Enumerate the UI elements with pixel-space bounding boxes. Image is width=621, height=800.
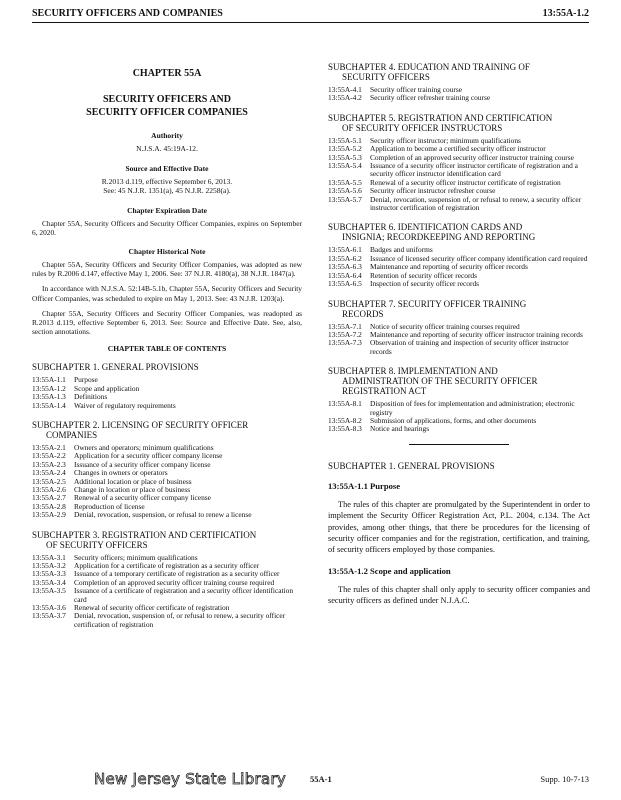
- toc-number: 13:55A-6.4: [328, 270, 362, 280]
- toc-number: 13:55A-3.4: [32, 577, 66, 587]
- toc-title: Purpose: [74, 375, 98, 385]
- toc-title: Maintenance and reporting of security officer instructor training records: [370, 329, 583, 339]
- subchapter-8-heading-cont: ADMINISTRATION OF THE SECURITY OFFICER: [342, 376, 538, 387]
- subchapter-1-heading: SUBCHAPTER 1. GENERAL PROVISIONS: [32, 362, 199, 373]
- toc-title: Denial, revocation, suspension, or refusal to renew a license: [74, 510, 252, 520]
- toc-title: Inspection of security officer records: [370, 279, 480, 289]
- toc-number: 13:55A-7.1: [328, 321, 362, 331]
- history-paragraph-1: Chapter 55A, Security Officers and Security Officer Companies, was adopted as new rules by R.2006 d.147, effective May 1, 2006. See: 37 N.J.R. 4180(a), 38 N.J.R. 1847(a).: [32, 259, 302, 279]
- toc-row: [328, 425, 590, 433]
- toc-title: Disposition of fees for implementation and administration; electronic registry: [370, 399, 575, 417]
- running-head-title: SECURITY OFFICERS AND COMPANIES: [32, 8, 223, 19]
- toc-number: 13:55A-4.2: [328, 93, 362, 103]
- toc-number: 13:55A-3.5: [32, 586, 66, 596]
- toc-title: Issuance of licensed security officer company identification card required: [370, 253, 588, 263]
- toc-number: 13:55A-2.6: [32, 484, 66, 494]
- toc-number: 13:55A-5.6: [328, 186, 362, 196]
- section-1-2-heading: 13:55A-1.2 Scope and application: [328, 565, 451, 576]
- subchapter-1-list: [32, 376, 302, 410]
- source-text: [32, 177, 302, 196]
- section-1-1-heading: 13:55A-1.1 Purpose: [328, 480, 401, 491]
- toc-title: Issuance of a temporary certificate of registration as a security officer: [74, 569, 280, 579]
- toc-row: [32, 385, 302, 393]
- subchapter-4-heading-cont: SECURITY OFFICERS: [342, 72, 430, 82]
- history-paragraph-2: In accordance with N.J.S.A. 52:14B-5.1b, Chapter 55A, Security Officers and Security Officer Companies, was scheduled to expire on May 1, 2013. See: 43 N.J.R. 1203(a).: [32, 284, 302, 303]
- toc-title: Retention of security officer records: [370, 270, 477, 280]
- toc-title: Scope and application: [74, 383, 140, 393]
- authority-heading: Authority: [151, 131, 183, 140]
- page-number: 55A-1: [310, 774, 332, 784]
- toc-title: Security officer refresher training course: [370, 93, 491, 103]
- toc-title: Renewal of security officer certificate of registration: [74, 603, 230, 613]
- toc-number: 13:55A-5.7: [328, 194, 362, 204]
- toc-title: Completion of an approved security officer training course required: [74, 577, 275, 587]
- toc-number: 13:55A-5.1: [328, 135, 362, 145]
- subchapter-7-heading: SUBCHAPTER 7. SECURITY OFFICER TRAINING: [328, 298, 527, 309]
- source-heading: Source and Effective Date: [125, 163, 209, 173]
- toc-number: 13:55A-6.3: [328, 262, 362, 272]
- toc-number: 13:55A-4.1: [328, 85, 362, 94]
- toc-title: Security officer instructor refresher course: [370, 186, 496, 196]
- toc-row: [32, 376, 302, 384]
- toc-number: 13:55A-5.5: [328, 177, 362, 187]
- toc-row: [32, 511, 302, 519]
- history-heading: Chapter Historical Note: [128, 246, 206, 256]
- toc-title: Notice and hearings: [370, 424, 430, 434]
- toc-title: Application for a security officer company license: [74, 451, 223, 461]
- toc-number: 13:55A-3.6: [32, 603, 66, 613]
- toc-title: Completion of an approved security officer instructor training course: [370, 152, 574, 162]
- toc-number: 13:55A-2.3: [32, 459, 66, 469]
- toc-number: 13:55A-5.3: [328, 152, 362, 162]
- toc-title: Submission of applications, forms, and other documents: [370, 415, 537, 425]
- running-head: [32, 8, 589, 26]
- subchapter-3-heading: SUBCHAPTER 3. REGISTRATION AND CERTIFICATION: [32, 529, 257, 540]
- subchapter-3-list: [32, 554, 302, 630]
- authority-text: N.J.S.A. 45:19A-12.: [136, 144, 198, 153]
- toc-title: Denial, revocation, suspension of, or refusal to renew, a security officer instructor certification of registration: [370, 194, 582, 213]
- toc-number: 13:55A-7.2: [328, 329, 362, 339]
- toc-title: Changes in owners or operators: [74, 468, 168, 478]
- toc-number: 13:55A-6.5: [328, 279, 362, 289]
- toc-number: 13:55A-2.2: [32, 451, 66, 461]
- chapter-title-line-2: SECURITY OFFICER COMPANIES: [86, 107, 248, 118]
- toc-title: Observation of training and inspection of security officer instructor records: [370, 338, 569, 356]
- toc-title: Denial, revocation, suspension of, or refusal to renew, a security officer certification of registration: [74, 611, 286, 629]
- toc-number: 13:55A-3.7: [32, 611, 66, 621]
- subchapter-5-list: [328, 137, 590, 213]
- toc-number: 13:55A-2.8: [32, 501, 66, 511]
- left-column: [32, 68, 302, 639]
- history-paragraph-3: Chapter 55A, Security Officers and Security Officer Companies, was readopted as R.2013 d.119, effective September 6, 2013. See: Source and Effective Date. See, also, section annotations.: [32, 308, 302, 337]
- subchapter-4-list: [328, 86, 590, 103]
- toc-title: Owners and operators; minimum qualifications: [74, 442, 214, 452]
- subchapter-5-heading: SUBCHAPTER 5. REGISTRATION AND CERTIFICATION: [328, 112, 553, 123]
- toc-number: 13:55A-1.1: [32, 375, 66, 385]
- toc-title: Definitions: [74, 392, 108, 402]
- subchapter-6-list: [328, 246, 590, 288]
- toc-title: Issuance of a certificate of registration and a security officer identification card: [74, 586, 294, 604]
- toc-title: Application for a certificate of registration as a security officer: [74, 561, 260, 571]
- toc-title: Security officer instructor; minimum qualifications: [370, 135, 521, 145]
- section-1-1-text: The rules of this chapter are promulgated by the Superintendent in order to implement the Security Officer Registration Act, P.L. 2004, c.134. The Act provides, among other things, that there be procedures for the licensing of security officer companies and for the registration, certification, and training, of security officers employed by those companies.: [328, 499, 590, 555]
- toc-title: Change in location or place of business: [74, 484, 191, 494]
- toc-number: 13:55A-2.4: [32, 468, 66, 478]
- subchapter-6-heading-cont: INSIGNIA; RECORDKEEPING AND REPORTING: [342, 232, 536, 243]
- subchapter-2-list: [32, 444, 302, 520]
- toc-title: Notice of security officer training courses required: [370, 321, 520, 331]
- toc-title: Renewal of a security officer company license: [74, 493, 211, 503]
- toc-row: [328, 400, 590, 417]
- toc-row: [328, 417, 590, 425]
- toc-title: Waiver of regulatory requirements: [74, 400, 176, 410]
- toc-number: 13:55A-1.4: [32, 400, 66, 410]
- toc-title: Security officer training course: [370, 85, 463, 94]
- library-watermark: New Jersey State Library: [94, 770, 287, 788]
- section-1-2-text: The rules of this chapter shall only apply to security officer companies and security officers as defined under N.J.A.C.: [328, 584, 590, 606]
- right-column: [328, 62, 590, 615]
- subchapter-3-heading-cont: OF SECURITY OFFICERS: [46, 539, 148, 550]
- toc-number: 13:55A-8.3: [328, 424, 362, 434]
- toc-row: [328, 339, 590, 356]
- subchapter-7-heading-cont: RECORDS: [342, 308, 384, 319]
- toc-number: 13:55A-6.2: [328, 253, 362, 263]
- body-subchapter-heading: SUBCHAPTER 1. GENERAL PROVISIONS: [328, 460, 495, 471]
- subchapter-8-heading: SUBCHAPTER 8. IMPLEMENTATION AND: [328, 366, 498, 377]
- toc-number: 13:55A-2.7: [32, 493, 66, 503]
- toc-row: [32, 612, 302, 629]
- subchapter-8-list: [328, 400, 590, 434]
- subchapter-7-list: [328, 323, 590, 357]
- section-divider: [409, 444, 509, 445]
- toc-number: 13:55A-6.1: [328, 245, 362, 255]
- chapter-title-line-1: SECURITY OFFICERS AND: [103, 94, 231, 105]
- toc-number: 13:55A-5.4: [328, 161, 362, 171]
- toc-title: Reproduction of license: [74, 501, 145, 511]
- toc-title: Security officers; minimum qualifications: [74, 552, 198, 562]
- page-footer: [32, 770, 589, 794]
- toc-row: [328, 196, 590, 213]
- supplement-date: Supp. 10-7-13: [540, 774, 589, 784]
- expiration-text: Chapter 55A, Security Officers and Security Officer Companies, expires on September 6, 2020.: [32, 218, 302, 237]
- toc-number: 13:55A-3.2: [32, 561, 66, 571]
- subchapter-6-heading: SUBCHAPTER 6. IDENTIFICATION CARDS AND: [328, 222, 523, 233]
- toc-title: Maintenance and reporting of security officer records: [370, 262, 528, 272]
- toc-number: 13:55A-1.2: [32, 383, 66, 393]
- toc-number: 13:55A-8.2: [328, 415, 362, 425]
- subchapter-2-heading-cont: COMPANIES: [46, 429, 98, 440]
- toc-heading: CHAPTER TABLE OF CONTENTS: [107, 344, 227, 354]
- toc-number: 13:55A-1.3: [32, 392, 66, 402]
- header-rule: [32, 22, 589, 23]
- toc-row: [32, 587, 302, 604]
- expiration-heading: Chapter Expiration Date: [127, 205, 207, 215]
- toc-title: Issuance of a security officer instructor certificate of registration and a security officer instructor identification card: [370, 161, 578, 179]
- toc-number: 13:55A-2.1: [32, 442, 66, 452]
- toc-row: [328, 94, 590, 102]
- toc-title: Renewal of a security officer instructor certificate of registration: [370, 177, 561, 187]
- toc-title: Badges and uniforms: [370, 245, 433, 255]
- toc-number: 13:55A-7.3: [328, 338, 362, 348]
- toc-title: Issuance of a security officer company license: [74, 459, 211, 469]
- chapter-number: CHAPTER 55A: [132, 68, 202, 79]
- toc-title: Application to become a certified security officer instructor: [370, 144, 546, 154]
- source-line-2: See: 45 N.J.R. 1351(a), 45 N.J.R. 2258(a).: [103, 186, 231, 195]
- running-head-section: 13:55A-1.2: [542, 8, 589, 19]
- subchapter-8-heading-cont-2: REGISTRATION ACT: [342, 386, 427, 397]
- toc-title: Additional location or place of business: [74, 476, 192, 486]
- chapter-title: [32, 93, 302, 119]
- toc-number: 13:55A-2.5: [32, 476, 66, 486]
- toc-row: [32, 402, 302, 410]
- subchapter-4-heading: SUBCHAPTER 4. EDUCATION AND TRAINING OF: [328, 62, 530, 72]
- toc-row: [328, 162, 590, 179]
- toc-number: 13:55A-5.2: [328, 144, 362, 154]
- subchapter-2-heading: SUBCHAPTER 2. LICENSING OF SECURITY OFFICER: [32, 419, 249, 430]
- toc-row: [328, 280, 590, 288]
- subchapter-5-heading-cont: OF SECURITY OFFICER INSTRUCTORS: [342, 122, 503, 133]
- source-line-1: R.2013 d.119, effective September 6, 2013.: [101, 176, 233, 186]
- toc-number: 13:55A-2.9: [32, 510, 66, 520]
- toc-number: 13:55A-3.3: [32, 569, 66, 579]
- toc-number: 13:55A-8.1: [328, 399, 362, 409]
- toc-number: 13:55A-3.1: [32, 552, 66, 562]
- toc-row: [32, 494, 302, 502]
